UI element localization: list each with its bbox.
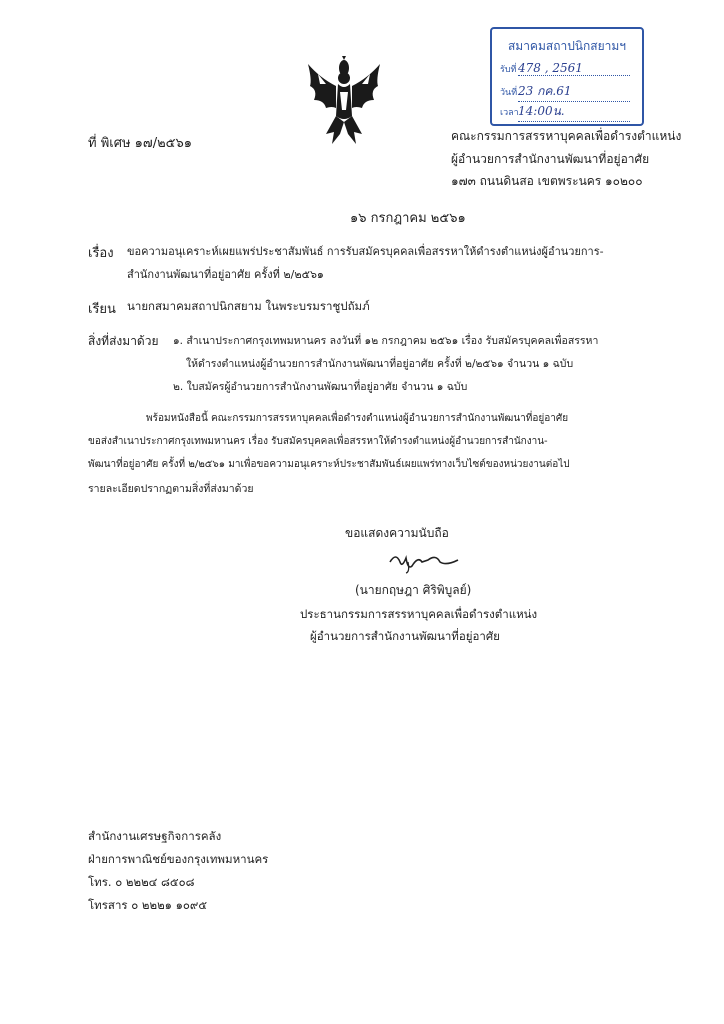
- stamp-receive-row: [500, 61, 638, 76]
- stamp-receive-no: 478 , 2561: [518, 61, 630, 76]
- body-line-4: รายละเอียดปรากฏตามสิ่งที่ส่งมาด้วย: [88, 483, 254, 495]
- signer-name: (นายกฤษฎา ศิริพิบูลย์): [355, 583, 472, 597]
- attachment-2: ๒. ใบสมัครผู้อำนวยการสำนักงานพัฒนาที่อยู่อาศัย จำนวน ๑ ฉบับ: [173, 381, 468, 393]
- subject-line-1: ขอความอนุเคราะห์เผยแพร่ประชาสัมพันธ์ การรับสมัครบุคคลเพื่อสรรหาให้ดำรงตำแหน่งผู้อำนวยการ-: [127, 245, 604, 258]
- stamp-date-label: วันที่: [500, 88, 518, 98]
- footer-line-4: โทรสาร ๐ ๒๒๒๑ ๑๐๙๕: [88, 898, 208, 912]
- subject-line-2: สำนักงานพัฒนาที่อยู่อาศัย ครั้งที่ ๒/๒๕๖๑: [127, 268, 324, 281]
- signer-title-1: ประธานกรรมการสรรหาบุคคลเพื่อดำรงตำแหน่ง: [300, 607, 538, 621]
- recipient-label: เรียน: [88, 302, 116, 317]
- attachment-1-line-1: ๑. สำเนาประกาศกรุงเทพมหานคร ลงวันที่ ๑๒ กรกฎาคม ๒๕๖๑ เรื่อง รับสมัครบุคคลเพื่อสรรหา: [173, 335, 599, 347]
- sender-line-1: คณะกรรมการสรรหาบุคคลเพื่อดำรงตำแหน่ง: [451, 129, 682, 143]
- document-number: ที่ พิเศษ ๑๗/๒๕๖๑: [88, 136, 192, 151]
- stamp-time: 14:00น.: [518, 102, 630, 122]
- sender-line-2: ผู้อำนวยการสำนักงานพัฒนาที่อยู่อาศัย: [451, 152, 650, 166]
- attachment-1-line-2: ให้ดำรงตำแหน่งผู้อำนวยการสำนักงานพัฒนาที่อยู่อาศัย ครั้งที่ ๒/๒๕๖๑ จำนวน ๑ ฉบับ: [186, 358, 574, 370]
- garuda-emblem-icon: [306, 56, 382, 146]
- subject-label: เรื่อง: [88, 246, 114, 261]
- letter-date: ๑๖ กรกฎาคม ๒๕๖๑: [350, 211, 466, 226]
- attachments-label: สิ่งที่ส่งมาด้วย: [88, 334, 159, 348]
- stamp-date-row: [500, 82, 638, 102]
- stamp-time-label: เวลา: [500, 108, 519, 118]
- closing: ขอแสดงความนับถือ: [345, 526, 449, 540]
- stamp-receive-label: รับที่: [500, 65, 517, 75]
- footer-line-1: สำนักงานเศรษฐกิจการคลัง: [88, 829, 222, 843]
- stamp-date: 23 กค.61: [518, 82, 630, 102]
- footer-line-3: โทร. ๐ ๒๒๒๔ ๘๕๐๘: [88, 875, 195, 889]
- stamp-time-row: [500, 102, 638, 122]
- footer-line-2: ฝ่ายการพาณิชย์ของกรุงเทพมหานคร: [88, 852, 269, 866]
- body-line-2: ขอส่งสำเนาประกาศกรุงเทพมหานคร เรื่อง รับสมัครบุคคลเพื่อสรรหาให้ดำรงตำแหน่งผู้อำนวยการสำนักงาน-: [88, 436, 548, 447]
- signer-title-2: ผู้อำนวยการสำนักงานพัฒนาที่อยู่อาศัย: [310, 629, 500, 643]
- body-line-1: พร้อมหนังสือนี้ คณะกรรมการสรรหาบุคคลเพื่อดำรงตำแหน่งผู้อำนวยการสำนักงานพัฒนาที่อยู่อาศัย: [146, 413, 569, 424]
- stamp-org: สมาคมสถาปนิกสยามฯ: [507, 39, 627, 53]
- recipient-text: นายกสมาคมสถาปนิกสยาม ในพระบรมราชูปถัมภ์: [127, 299, 370, 313]
- body-line-3: พัฒนาที่อยู่อาศัย ครั้งที่ ๒/๒๕๖๑ มาเพื่อขอความอนุเคราะห์ประชาสัมพันธ์เผยแพร่ทางเว็บไซต์ของหน่วยงานต่อไป: [88, 459, 570, 470]
- receive-stamp: [490, 27, 644, 126]
- sender-line-3: ๑๗๓ ถนนดินสอ เขตพระนคร ๑๐๒๐๐: [451, 174, 643, 188]
- signature-icon: [388, 548, 460, 574]
